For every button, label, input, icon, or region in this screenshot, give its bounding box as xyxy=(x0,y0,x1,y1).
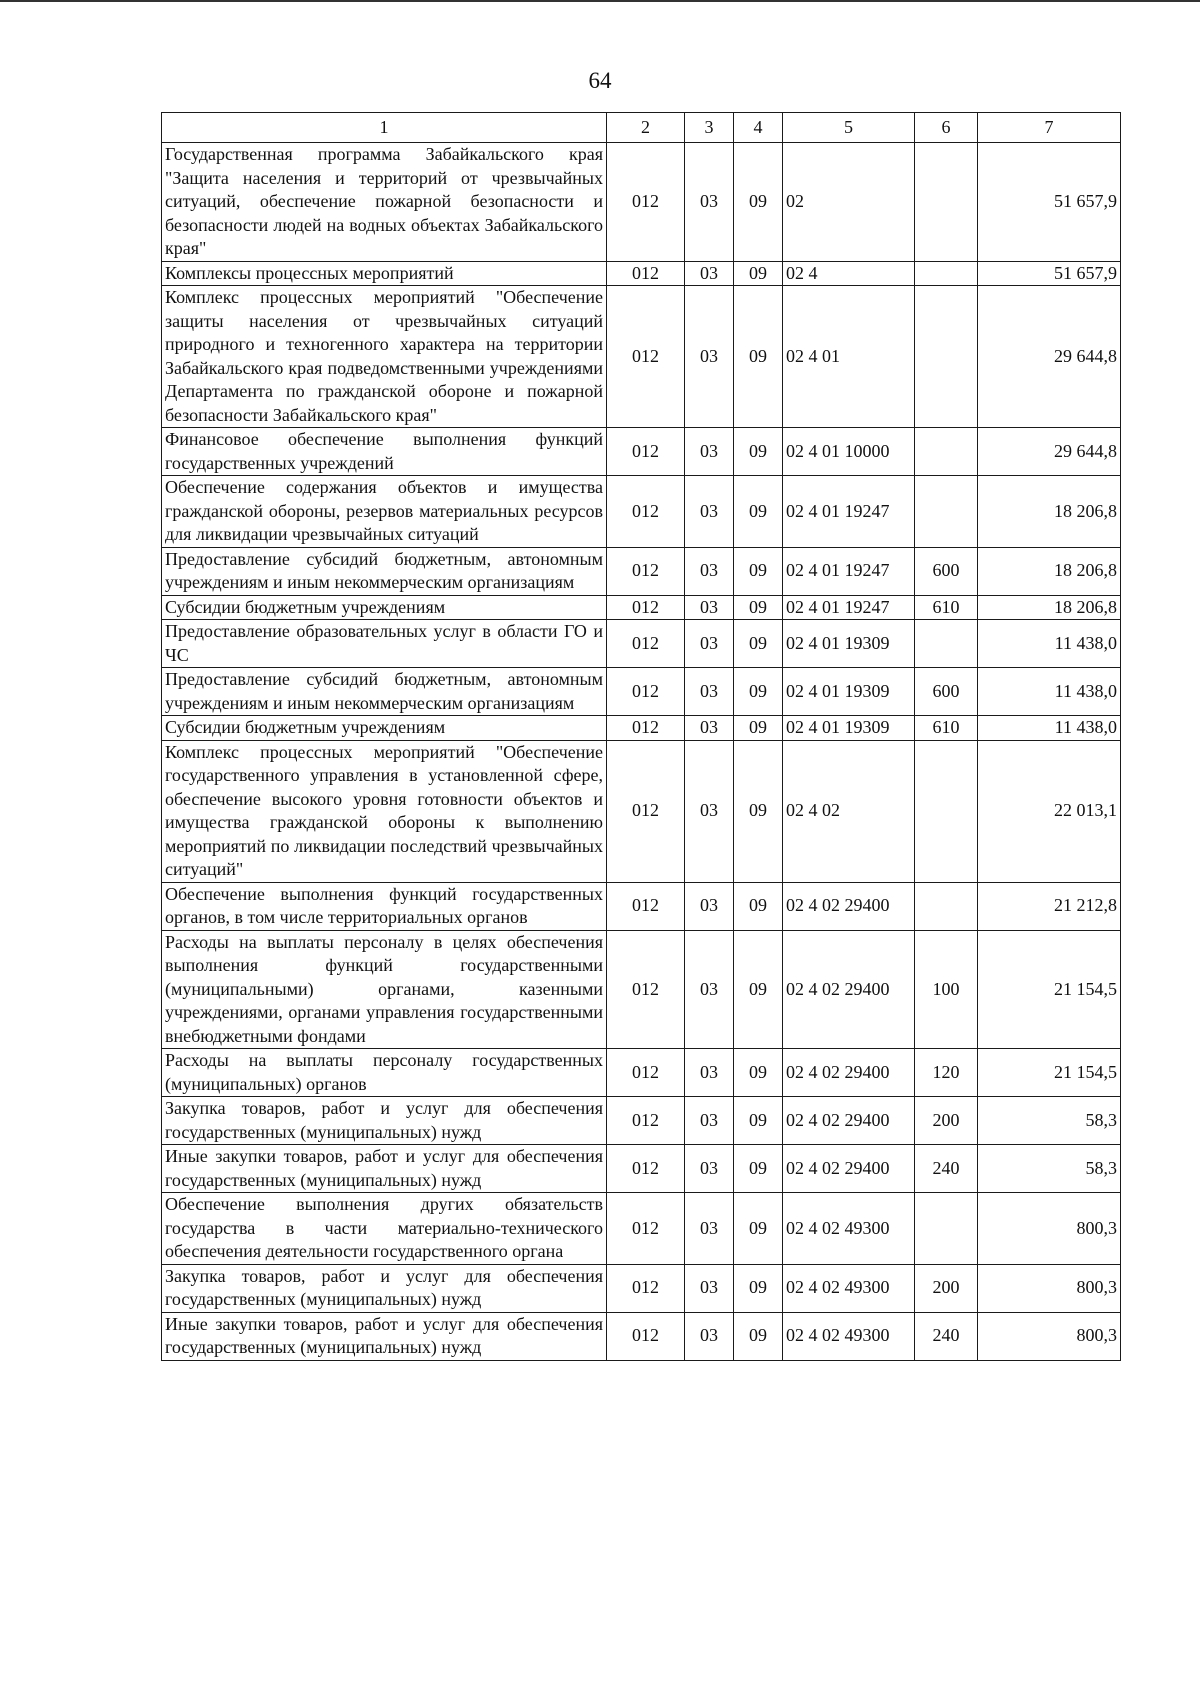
table-row xyxy=(162,261,1121,286)
row-ministry-code: 012 xyxy=(607,261,685,286)
table-row xyxy=(162,1097,1121,1145)
table-row xyxy=(162,1145,1121,1193)
header-col-2: 2 xyxy=(607,113,685,143)
row-name: Обеспечение выполнения функций государственных органов, в том числе территориальных органов xyxy=(162,882,607,930)
row-section-code: 03 xyxy=(685,740,734,882)
row-subsection-code: 09 xyxy=(734,261,783,286)
row-section-code: 03 xyxy=(685,595,734,620)
row-name: Закупка товаров, работ и услуг для обеспечения государственных (муниципальных) нужд xyxy=(162,1264,607,1312)
row-name: Комплексы процессных мероприятий xyxy=(162,261,607,286)
row-name: Иные закупки товаров, работ и услуг для обеспечения государственных (муниципальных) нужд xyxy=(162,1145,607,1193)
row-target-article: 02 4 02 29400 xyxy=(783,882,915,930)
row-target-article: 02 4 02 29400 xyxy=(783,1049,915,1097)
table-row xyxy=(162,595,1121,620)
table-row xyxy=(162,286,1121,428)
row-amount: 51 657,9 xyxy=(978,143,1121,262)
row-subsection-code: 09 xyxy=(734,620,783,668)
row-target-article: 02 xyxy=(783,143,915,262)
table-row xyxy=(162,143,1121,262)
row-subsection-code: 09 xyxy=(734,1312,783,1360)
row-ministry-code: 012 xyxy=(607,547,685,595)
row-ministry-code: 012 xyxy=(607,620,685,668)
row-expense-type: 240 xyxy=(915,1145,978,1193)
row-expense-type: 200 xyxy=(915,1264,978,1312)
row-section-code: 03 xyxy=(685,1049,734,1097)
row-section-code: 03 xyxy=(685,143,734,262)
row-expense-type xyxy=(915,620,978,668)
row-target-article: 02 4 02 49300 xyxy=(783,1193,915,1265)
row-amount: 800,3 xyxy=(978,1264,1121,1312)
row-section-code: 03 xyxy=(685,1193,734,1265)
row-amount: 11 438,0 xyxy=(978,620,1121,668)
row-name: Комплекс процессных мероприятий "Обеспечение защиты населения от чрезвычайных ситуаций природного и техногенного характера на территории Забайкальского края подведомственными учреждениями Департамента по гражданской обороне и пожарной безопасности Забайкальского края" xyxy=(162,286,607,428)
row-amount: 51 657,9 xyxy=(978,261,1121,286)
row-expense-type xyxy=(915,143,978,262)
row-name: Обеспечение выполнения других обязательств государства в части материально-технического обеспечения деятельности государственного органа xyxy=(162,1193,607,1265)
row-subsection-code: 09 xyxy=(734,1193,783,1265)
row-target-article: 02 4 01 19247 xyxy=(783,547,915,595)
row-target-article: 02 4 01 19309 xyxy=(783,620,915,668)
row-expense-type: 200 xyxy=(915,1097,978,1145)
row-target-article: 02 4 02 49300 xyxy=(783,1312,915,1360)
row-subsection-code: 09 xyxy=(734,547,783,595)
table-row xyxy=(162,930,1121,1049)
row-subsection-code: 09 xyxy=(734,1264,783,1312)
row-target-article: 02 4 01 19309 xyxy=(783,716,915,741)
row-expense-type xyxy=(915,740,978,882)
table-row xyxy=(162,620,1121,668)
row-expense-type xyxy=(915,882,978,930)
row-expense-type: 600 xyxy=(915,668,978,716)
table-body xyxy=(162,143,1121,1361)
row-name: Предоставление субсидий бюджетным, автономным учреждениям и иным некоммерческим организациям xyxy=(162,547,607,595)
budget-table xyxy=(161,112,1121,1361)
row-target-article: 02 4 02 xyxy=(783,740,915,882)
row-name: Комплекс процессных мероприятий "Обеспечение государственного управления в установленной сфере, обеспечение высокого уровня готовности объектов и имущества гражданской обороны к выполнению мероприятий по ликвидации последствий чрезвычайных ситуаций" xyxy=(162,740,607,882)
row-section-code: 03 xyxy=(685,930,734,1049)
header-col-3: 3 xyxy=(685,113,734,143)
header-col-4: 4 xyxy=(734,113,783,143)
row-amount: 22 013,1 xyxy=(978,740,1121,882)
row-ministry-code: 012 xyxy=(607,668,685,716)
scan-edge-line xyxy=(0,0,1200,2)
row-subsection-code: 09 xyxy=(734,1097,783,1145)
header-col-7: 7 xyxy=(978,113,1121,143)
table-row xyxy=(162,428,1121,476)
row-expense-type: 610 xyxy=(915,595,978,620)
row-amount: 18 206,8 xyxy=(978,476,1121,548)
row-name: Субсидии бюджетным учреждениям xyxy=(162,595,607,620)
header-col-5: 5 xyxy=(783,113,915,143)
row-subsection-code: 09 xyxy=(734,882,783,930)
row-ministry-code: 012 xyxy=(607,1312,685,1360)
row-subsection-code: 09 xyxy=(734,1049,783,1097)
row-section-code: 03 xyxy=(685,1264,734,1312)
row-amount: 800,3 xyxy=(978,1193,1121,1265)
row-section-code: 03 xyxy=(685,1145,734,1193)
table-row xyxy=(162,1049,1121,1097)
row-name: Государственная программа Забайкальского края "Защита населения и территорий от чрезвычайных ситуаций, обеспечение пожарной безопасности и безопасности людей на водных объектах Забайкальского края" xyxy=(162,143,607,262)
row-amount: 18 206,8 xyxy=(978,595,1121,620)
row-expense-type xyxy=(915,476,978,548)
row-target-article: 02 4 01 19309 xyxy=(783,668,915,716)
row-amount: 58,3 xyxy=(978,1097,1121,1145)
row-amount: 29 644,8 xyxy=(978,428,1121,476)
table-header xyxy=(162,113,1121,143)
row-name: Обеспечение содержания объектов и имущества гражданской обороны, резервов материальных ресурсов для ликвидации чрезвычайных ситуаций xyxy=(162,476,607,548)
row-name: Субсидии бюджетным учреждениям xyxy=(162,716,607,741)
row-subsection-code: 09 xyxy=(734,428,783,476)
table-row xyxy=(162,476,1121,548)
row-subsection-code: 09 xyxy=(734,595,783,620)
row-name: Расходы на выплаты персоналу государственных (муниципальных) органов xyxy=(162,1049,607,1097)
row-subsection-code: 09 xyxy=(734,1145,783,1193)
row-target-article: 02 4 02 29400 xyxy=(783,1145,915,1193)
row-target-article: 02 4 02 29400 xyxy=(783,1097,915,1145)
page-number: 64 xyxy=(588,68,612,93)
row-amount: 11 438,0 xyxy=(978,716,1121,741)
row-ministry-code: 012 xyxy=(607,286,685,428)
row-amount: 21 212,8 xyxy=(978,882,1121,930)
row-section-code: 03 xyxy=(685,882,734,930)
table-row xyxy=(162,668,1121,716)
row-amount: 800,3 xyxy=(978,1312,1121,1360)
row-expense-type: 100 xyxy=(915,930,978,1049)
row-expense-type: 120 xyxy=(915,1049,978,1097)
row-amount: 18 206,8 xyxy=(978,547,1121,595)
row-expense-type xyxy=(915,428,978,476)
row-ministry-code: 012 xyxy=(607,1145,685,1193)
row-subsection-code: 09 xyxy=(734,740,783,882)
row-ministry-code: 012 xyxy=(607,740,685,882)
row-section-code: 03 xyxy=(685,428,734,476)
row-section-code: 03 xyxy=(685,620,734,668)
row-target-article: 02 4 xyxy=(783,261,915,286)
row-ministry-code: 012 xyxy=(607,595,685,620)
row-ministry-code: 012 xyxy=(607,1049,685,1097)
header-col-1: 1 xyxy=(162,113,607,143)
header-col-6: 6 xyxy=(915,113,978,143)
table-row xyxy=(162,740,1121,882)
row-expense-type xyxy=(915,286,978,428)
row-ministry-code: 012 xyxy=(607,930,685,1049)
row-amount: 21 154,5 xyxy=(978,1049,1121,1097)
row-ministry-code: 012 xyxy=(607,1193,685,1265)
row-target-article: 02 4 01 xyxy=(783,286,915,428)
row-section-code: 03 xyxy=(685,261,734,286)
row-name: Расходы на выплаты персоналу в целях обеспечения выполнения функций государственными (муниципальными) органами, казенными учреждениями, органами управления государственными внебюджетными фондами xyxy=(162,930,607,1049)
row-expense-type: 240 xyxy=(915,1312,978,1360)
header-row xyxy=(162,113,1121,143)
row-expense-type xyxy=(915,261,978,286)
row-section-code: 03 xyxy=(685,286,734,428)
row-subsection-code: 09 xyxy=(734,716,783,741)
row-target-article: 02 4 02 29400 xyxy=(783,930,915,1049)
row-section-code: 03 xyxy=(685,1097,734,1145)
table-row xyxy=(162,1264,1121,1312)
row-expense-type: 610 xyxy=(915,716,978,741)
row-ministry-code: 012 xyxy=(607,428,685,476)
row-target-article: 02 4 01 10000 xyxy=(783,428,915,476)
table-row xyxy=(162,1193,1121,1265)
row-section-code: 03 xyxy=(685,668,734,716)
row-ministry-code: 012 xyxy=(607,1264,685,1312)
row-target-article: 02 4 01 19247 xyxy=(783,595,915,620)
table-row xyxy=(162,882,1121,930)
row-subsection-code: 09 xyxy=(734,668,783,716)
row-section-code: 03 xyxy=(685,476,734,548)
row-expense-type xyxy=(915,1193,978,1265)
row-name: Закупка товаров, работ и услуг для обеспечения государственных (муниципальных) нужд xyxy=(162,1097,607,1145)
table-row xyxy=(162,547,1121,595)
row-amount: 21 154,5 xyxy=(978,930,1121,1049)
row-section-code: 03 xyxy=(685,716,734,741)
row-ministry-code: 012 xyxy=(607,476,685,548)
row-subsection-code: 09 xyxy=(734,930,783,1049)
row-name: Предоставление образовательных услуг в области ГО и ЧС xyxy=(162,620,607,668)
row-ministry-code: 012 xyxy=(607,1097,685,1145)
row-amount: 11 438,0 xyxy=(978,668,1121,716)
table-row xyxy=(162,1312,1121,1360)
row-subsection-code: 09 xyxy=(734,286,783,428)
row-section-code: 03 xyxy=(685,1312,734,1360)
row-amount: 29 644,8 xyxy=(978,286,1121,428)
row-subsection-code: 09 xyxy=(734,476,783,548)
row-expense-type: 600 xyxy=(915,547,978,595)
row-ministry-code: 012 xyxy=(607,716,685,741)
row-section-code: 03 xyxy=(685,547,734,595)
row-name: Предоставление субсидий бюджетным, автономным учреждениям и иным некоммерческим организациям xyxy=(162,668,607,716)
row-ministry-code: 012 xyxy=(607,882,685,930)
row-amount: 58,3 xyxy=(978,1145,1121,1193)
row-subsection-code: 09 xyxy=(734,143,783,262)
table-row xyxy=(162,716,1121,741)
row-ministry-code: 012 xyxy=(607,143,685,262)
row-target-article: 02 4 02 49300 xyxy=(783,1264,915,1312)
row-target-article: 02 4 01 19247 xyxy=(783,476,915,548)
row-name: Иные закупки товаров, работ и услуг для обеспечения государственных (муниципальных) нужд xyxy=(162,1312,607,1360)
row-name: Финансовое обеспечение выполнения функций государственных учреждений xyxy=(162,428,607,476)
